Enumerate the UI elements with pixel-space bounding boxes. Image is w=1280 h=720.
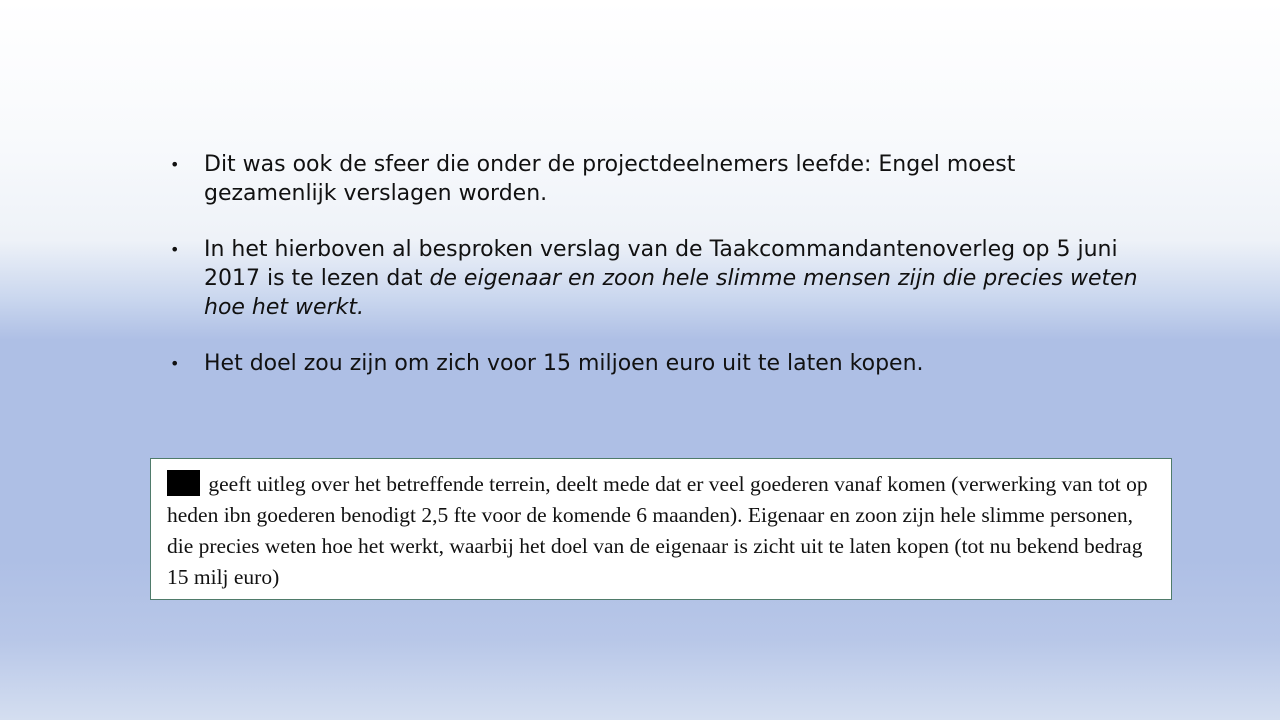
bullet-item <box>170 150 1150 208</box>
bullet-text: Dit was ook de sfeer die onder de projectdeelnemers leefde: Engel moest gezamenlijk verslagen worden. <box>204 152 1016 206</box>
bullet-marker: • <box>170 354 180 373</box>
bullet-marker: • <box>170 155 180 174</box>
bullet-item <box>170 235 1150 322</box>
bullet-list <box>170 150 1150 378</box>
quoted-excerpt <box>150 458 1172 600</box>
bullet-text: Het doel zou zijn om zich voor 15 miljoen euro uit te laten kopen. <box>204 351 924 376</box>
bullet-italic-text: de eigenaar en zoon hele slimme mensen zijn die precies weten hoe het werkt. <box>204 266 1138 320</box>
bullet-marker: • <box>170 240 180 259</box>
quote-text: geeft uitleg over het betreffende terrein, deelt mede dat er veel goederen vanaf komen (verwerking van tot op heden ibn goederen benodigt 2,5 fte voor de komende 6 maanden). Eigenaar en zoon zijn hele slimme personen, die precies weten hoe het werkt, waarbij het doel van de eigenaar is zicht uit te laten kopen (tot nu bekend bedrag 15 milj euro) <box>167 472 1148 589</box>
bullet-item <box>170 349 1150 378</box>
bullet-text: In het hierboven al besproken verslag van de Taakcommandantenoverleg op 5 juni 2017 is te lezen dat <box>204 237 1118 291</box>
redaction-block <box>167 470 200 496</box>
